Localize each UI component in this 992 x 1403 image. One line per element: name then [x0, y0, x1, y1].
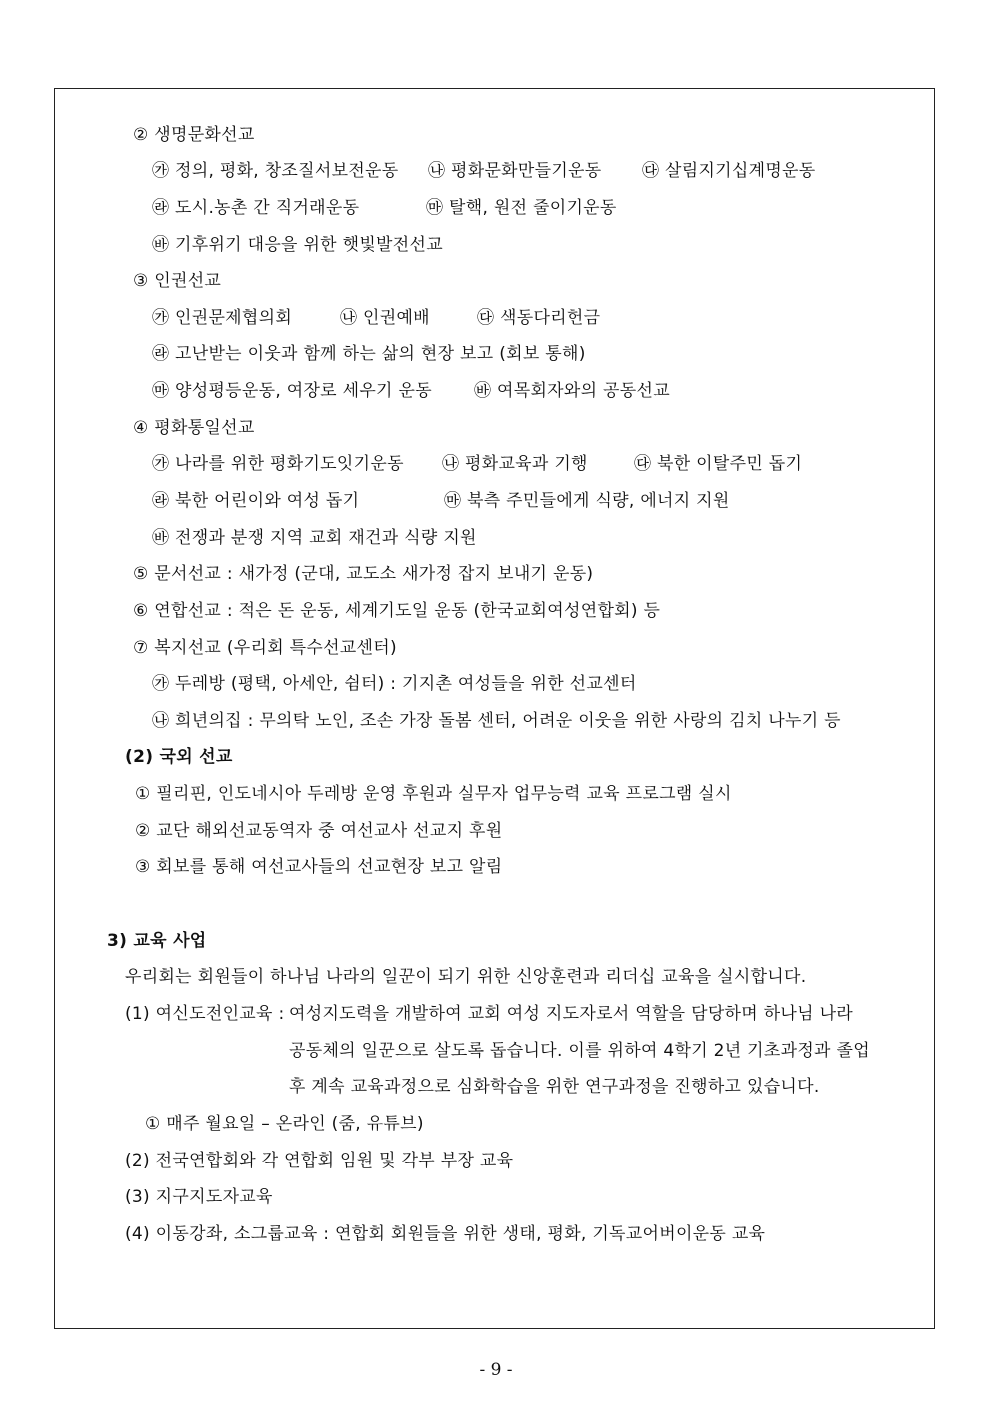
sub-item: ㉮ 두레방 (평택, 아세안, 쉼터) : 기지촌 여성들을 위한 선교센터: [152, 674, 637, 694]
overseas-item: ② 교단 해외선교동역자 중 여선교사 선교지 후원: [135, 821, 503, 841]
sub-items-row: [152, 380, 670, 402]
sub-item: ㉱ 고난받는 이웃과 함께 하는 삶의 현장 보고 (회보 통해): [152, 344, 586, 364]
education-item: (3) 지구지도자교육: [125, 1187, 273, 1207]
item-life-culture: ② 생명문화선교: [133, 125, 255, 145]
item-literature: ⑤ 문서선교 : 새가정 (군대, 교도소 새가정 잡지 보내기 운동): [133, 564, 594, 584]
education-item-text: 공동체의 일꾼으로 살도록 돕습니다. 이를 위하여 4학기 2년 기초과정과 졸업: [289, 1041, 870, 1061]
sub-item: ㉲ 탈핵, 원전 줄이기운동: [426, 198, 617, 218]
page-number: - 9 -: [479, 1360, 513, 1380]
sub-item: ㉱ 북한 어린이와 여성 돕기: [152, 491, 360, 511]
sub-item: ㉯ 희년의집 : 무의탁 노인, 조손 가장 돌봄 센터, 어려운 이웃을 위한 사랑의 김치 나누기 등: [152, 711, 841, 731]
sub-items-row: [152, 307, 600, 329]
sub-item: ㉳ 여목회자와의 공동선교: [474, 381, 670, 401]
sub-item: ㉳ 기후위기 대응을 위한 햇빛발전선교: [152, 235, 443, 255]
overseas-item: ③ 회보를 통해 여선교사들의 선교현장 보고 알림: [135, 857, 503, 877]
education-item-text: 후 계속 교육과정으로 심화학습을 위한 연구과정을 진행하고 있습니다.: [289, 1077, 820, 1097]
sub-item: ㉮ 인권문제협의회: [152, 308, 293, 328]
item-welfare: ⑦ 복지선교 (우리회 특수선교센터): [133, 638, 397, 658]
sub-item: ㉰ 색동다리헌금: [477, 308, 601, 328]
sub-item: ㉮ 정의, 평화, 창조질서보전운동: [152, 161, 399, 181]
item-human-rights: ③ 인권선교: [133, 271, 222, 291]
education-sub-item: ① 매주 월요일 – 온라인 (줌, 유튜브): [145, 1114, 424, 1134]
sub-item: ㉮ 나라를 위한 평화기도잇기운동: [152, 454, 404, 474]
sub-item: ㉯ 인권예배: [340, 308, 430, 328]
sub-item: ㉯ 평화교육과 기행: [442, 454, 588, 474]
education-item: (2) 전국연합회와 각 연합회 임원 및 각부 부장 교육: [125, 1151, 514, 1171]
section-education: 3) 교육 사업: [107, 931, 207, 951]
sub-items-row: [152, 490, 730, 512]
education-item: [125, 1003, 853, 1025]
sub-item: ㉰ 북한 이탈주민 돕기: [634, 454, 803, 474]
sub-item: ㉰ 살림지기십계명운동: [642, 161, 816, 181]
education-intro: 우리회는 회원들이 하나님 나라의 일꾼이 되기 위한 신앙훈련과 리더십 교육을 실시합니다.: [125, 967, 807, 987]
item-united: ⑥ 연합선교 : 적은 돈 운동, 세계기도일 운동 (한국교회여성연합회) 등: [133, 601, 661, 621]
sub-item: ㉲ 북측 주민들에게 식량, 에너지 지원: [444, 491, 730, 511]
overseas-item: ① 필리핀, 인도네시아 두레방 운영 후원과 실무자 업무능력 교육 프로그램 실시: [135, 784, 732, 804]
sub-item: ㉳ 전쟁과 분쟁 지역 교회 재건과 식량 지원: [152, 528, 477, 548]
education-item-text: 여성지도력을 개발하여 교회 여성 지도자로서 역할을 담당하며 하나님 나라: [289, 1004, 854, 1024]
education-item-label: (1) 여신도전인교육 :: [125, 1004, 285, 1024]
sub-items-row: [152, 160, 816, 182]
sub-item: ㉱ 도시.농촌 간 직거래운동: [152, 198, 360, 218]
section-overseas: (2) 국외 선교: [125, 747, 233, 767]
sub-item: ㉯ 평화문화만들기운동: [428, 161, 602, 181]
sub-items-row: [152, 453, 802, 475]
sub-item: ㉲ 양성평등운동, 여장로 세우기 운동: [152, 381, 432, 401]
education-item: (4) 이동강좌, 소그룹교육 : 연합회 회원들을 위한 생태, 평화, 기독교어버이운동 교육: [125, 1224, 766, 1244]
item-peace-unification: ④ 평화통일선교: [133, 418, 255, 438]
sub-items-row: [152, 197, 617, 219]
